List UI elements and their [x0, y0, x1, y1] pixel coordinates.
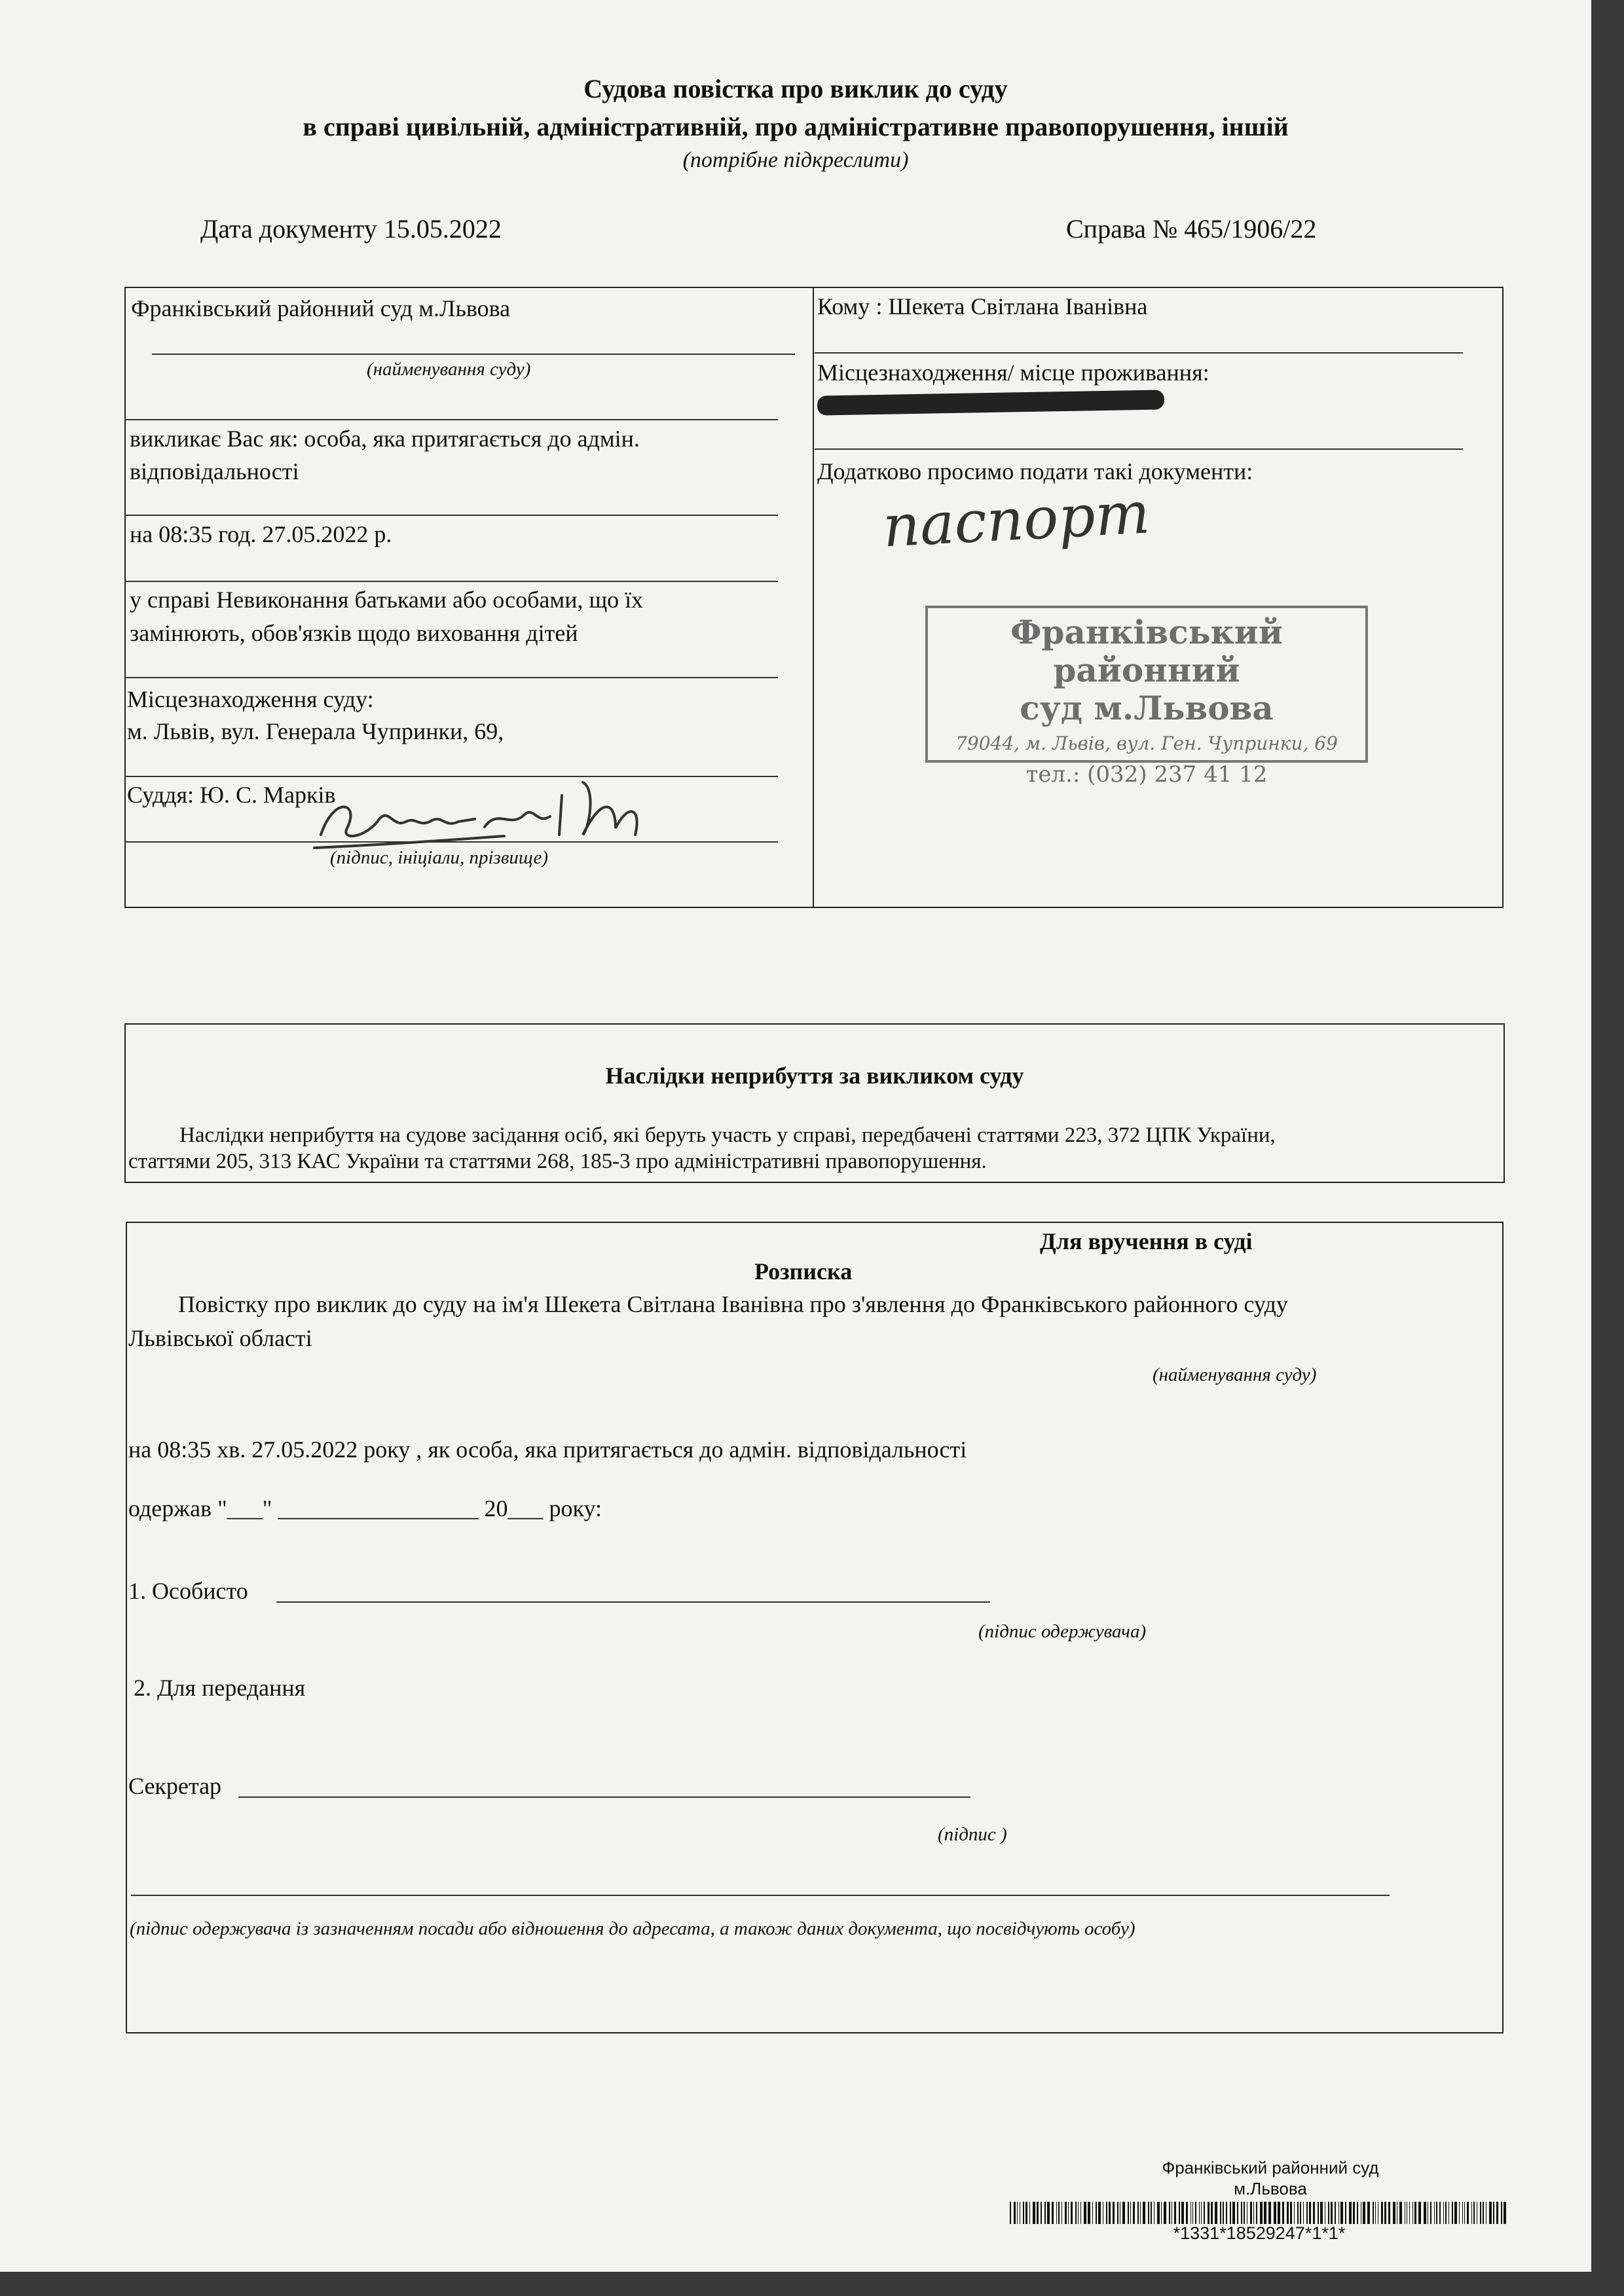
barcode-bar [1140, 2202, 1141, 2224]
case-subject: у справі Невиконання батьками або особами, що їх [130, 587, 644, 613]
barcode-bar [1353, 2202, 1355, 2224]
barcode-bar [1424, 2202, 1426, 2224]
barcode-bar [1493, 2202, 1494, 2224]
barcode-bar [1092, 2202, 1093, 2224]
barcode-bar [1230, 2202, 1231, 2224]
consequences-text-cont: статтями 205, 313 КАС України та статтями 268, 185-3 про адміністративні правопорушення. [128, 1150, 987, 1173]
barcode-bar [1306, 2202, 1308, 2224]
signature-line [276, 1601, 990, 1603]
barcode-bar [1384, 2202, 1386, 2224]
transfer-label: 2. Для передання [134, 1675, 306, 1701]
barcode-bar [1181, 2202, 1184, 2224]
barcode-bar [1190, 2202, 1191, 2224]
for-court-label: Для вручення в суді [1040, 1228, 1253, 1254]
barcode-bar [1412, 2202, 1413, 2224]
judge-signature-caption: (підпис, ініціали, прізвище) [330, 847, 549, 868]
barcode-bar [1044, 2202, 1046, 2224]
receipt-text-cont: Львівської області [128, 1325, 312, 1351]
receipt-time: на 08:35 хв. 27.05.2022 року , як особа, яка притягається до адмін. відповідальності [128, 1436, 967, 1463]
barcode-bar [1480, 2202, 1481, 2224]
barcode-bar [1297, 2202, 1299, 2224]
barcode-bar [1445, 2202, 1447, 2224]
barcode-bar [1294, 2202, 1295, 2224]
barcode-bar [1260, 2202, 1263, 2224]
barcode-bar [1496, 2202, 1498, 2224]
barcode-bar [1454, 2202, 1457, 2224]
barcode-bar [1290, 2202, 1292, 2224]
barcode-bar [1075, 2202, 1077, 2224]
line [152, 354, 795, 355]
barcode-bar [1232, 2202, 1235, 2224]
receipt-court-caption: (найменування суду) [1153, 1364, 1317, 1385]
barcode-bar [1282, 2202, 1284, 2224]
barcode-bar [1220, 2202, 1221, 2224]
consequences-text: Наслідки неприбуття на судове засідання осіб, які беруть участь у справі, передбачені статтями 223, 372 ЦПК України, [179, 1123, 1276, 1147]
barcode-bar [1287, 2202, 1289, 2224]
barcode-bar [1199, 2202, 1200, 2224]
barcode-bar [1113, 2202, 1115, 2224]
secretary-signature-caption: (підпис ) [938, 1824, 1007, 1845]
barcode-bar [1309, 2202, 1311, 2224]
barcode-bar [1388, 2202, 1390, 2224]
barcode-bar [1303, 2202, 1304, 2224]
barcode-bar [1088, 2202, 1090, 2224]
barcode-bar [1381, 2202, 1383, 2224]
barcode-bar [1084, 2202, 1086, 2224]
secretary-label: Секретар [128, 1773, 222, 1799]
barcode-bar [1211, 2202, 1213, 2224]
stamp-line3: 79044, м. Львів, вул. Ген. Чупринки, 69 [955, 733, 1338, 754]
barcode-bar [1130, 2202, 1131, 2224]
barcode-bar [1161, 2202, 1162, 2224]
residence-label: Місцезнаходження/ місце проживання: [817, 359, 1209, 386]
barcode-bar [1117, 2202, 1118, 2224]
barcode-bar [1204, 2202, 1205, 2224]
barcode-bar [1467, 2202, 1469, 2224]
barcode-bar [1106, 2202, 1107, 2224]
barcode-bar [1010, 2202, 1011, 2224]
line [124, 515, 778, 516]
barcode-bar [1471, 2202, 1472, 2224]
line [124, 581, 778, 582]
barcode-bar [1459, 2202, 1460, 2224]
barcode-bar [1274, 2202, 1276, 2224]
barcode-bar [1244, 2202, 1245, 2224]
footer-court-cont: м.Львова [1234, 2179, 1307, 2198]
judge-name: Суддя: Ю. С. Марків [127, 782, 336, 808]
court-name: Франківський районний суд м.Львова [131, 295, 511, 321]
barcode-bar [1278, 2202, 1280, 2224]
summons-role-cont: відповідальності [130, 458, 299, 484]
barcode-bar [1025, 2202, 1027, 2224]
document-title-line2: в справі цивільній, адміністративній, про адміністративне правопорушення, іншій [303, 112, 1289, 141]
handwritten-documents: паспорт [881, 479, 1152, 560]
line [815, 448, 1463, 450]
barcode-bar [1056, 2202, 1057, 2224]
court-location-label: Місцезнаходження суду: [127, 686, 374, 712]
barcode [1010, 2202, 1509, 2224]
barcode-bar [1483, 2202, 1484, 2224]
barcode-bar [1253, 2202, 1254, 2224]
case-subject-cont: замінюють, обов'язків щодо виховання дітей [130, 620, 578, 646]
barcode-bar [1157, 2202, 1160, 2224]
barcode-bar [1436, 2202, 1437, 2224]
barcode-bar [1169, 2202, 1170, 2224]
document-title: Судова повістка про виклик до суду [583, 74, 1008, 103]
barcode-bar [1047, 2202, 1050, 2224]
barcode-bar [1148, 2202, 1149, 2224]
receipt-title: Розписка [754, 1258, 853, 1285]
barcode-bar [1340, 2202, 1343, 2224]
barcode-bar [1375, 2202, 1376, 2224]
barcode-bar [1250, 2202, 1252, 2224]
case-number: Справа № 465/1906/22 [1066, 214, 1317, 244]
barcode-bar [1164, 2202, 1166, 2224]
stamp-line1: Франківський районний [1010, 613, 1283, 689]
barcode-bar [1033, 2202, 1035, 2224]
receipt-text: Повістку про виклик до суду на ім'я Шекета Світлана Іванівна про з'явлення до Франківського районного суду [178, 1291, 1288, 1317]
barcode-bar [1418, 2202, 1421, 2224]
barcode-bar [1071, 2202, 1073, 2224]
barcode-bar [1014, 2202, 1016, 2224]
document-subtitle: (потрібне підкреслити) [682, 148, 909, 172]
barcode-bar [1179, 2202, 1180, 2224]
barcode-bar [1328, 2202, 1329, 2224]
barcode-bar [1174, 2202, 1176, 2224]
barcode-bar [1223, 2202, 1224, 2224]
barcode-bar [1058, 2202, 1060, 2224]
signature-line [131, 1895, 1390, 1896]
document-date: Дата документу 15.05.2022 [200, 214, 502, 244]
barcode-bar [1241, 2202, 1242, 2224]
line [124, 841, 778, 843]
barcode-bar [1300, 2202, 1301, 2224]
summons-role: викликає Вас як: особа, яка притягається до адмін. [130, 426, 640, 452]
barcode-bar [1068, 2202, 1069, 2224]
barcode-bar [1318, 2202, 1319, 2224]
barcode-bar [1399, 2202, 1402, 2224]
barcode-bar [1504, 2202, 1506, 2224]
line [124, 419, 778, 420]
barcode-bar [1041, 2202, 1042, 2224]
barcode-bar [1065, 2202, 1067, 2224]
barcode-text: *1331*18529247*1*1* [1173, 2223, 1346, 2243]
barcode-bar [1029, 2202, 1030, 2224]
column-divider [813, 287, 814, 908]
barcode-bar [1133, 2202, 1135, 2224]
barcode-bar [1489, 2202, 1492, 2224]
barcode-bar [1434, 2202, 1435, 2224]
barcode-bar [1313, 2202, 1315, 2224]
barcode-bar [1201, 2202, 1202, 2224]
barcode-bar [1256, 2202, 1257, 2224]
barcode-bar [1349, 2202, 1352, 2224]
barcode-bar [1393, 2202, 1395, 2224]
barcode-bar [1122, 2202, 1125, 2224]
barcode-bar [1192, 2202, 1193, 2224]
barcode-bar [1464, 2202, 1465, 2224]
barcode-bar [1215, 2202, 1217, 2224]
signature-line [238, 1796, 970, 1798]
barcode-bar [1226, 2202, 1227, 2224]
barcode-bar [1052, 2202, 1054, 2224]
barcode-bar [1331, 2202, 1333, 2224]
barcode-bar [1357, 2202, 1358, 2224]
footer-court: Франківський районний суд [1162, 2158, 1379, 2178]
barcode-bar [1061, 2202, 1062, 2224]
barcode-bar [1430, 2202, 1431, 2224]
court-location: м. Львів, вул. Генерала Чупринки, 69, [127, 718, 504, 744]
barcode-bar [1443, 2202, 1444, 2224]
barcode-bar [1373, 2202, 1374, 2224]
court-caption: (найменування суду) [367, 359, 531, 380]
barcode-bar [1137, 2202, 1139, 2224]
barcode-bar [1320, 2202, 1323, 2224]
barcode-bar [1264, 2202, 1266, 2224]
barcode-bar [1345, 2202, 1346, 2224]
barcode-bar [1414, 2202, 1416, 2224]
barcode-bar [1143, 2202, 1145, 2224]
line [124, 677, 778, 678]
barcode-bar [1078, 2202, 1079, 2224]
barcode-bar [1473, 2202, 1475, 2224]
barcode-bar [1208, 2202, 1209, 2224]
barcode-bar [1109, 2202, 1111, 2224]
hearing-time: на 08:35 год. 27.05.2022 р. [130, 521, 392, 547]
barcode-bar [1080, 2202, 1081, 2224]
barcode-bar [1363, 2202, 1365, 2224]
barcode-bar [1439, 2202, 1441, 2224]
barcode-bar [1037, 2202, 1039, 2224]
barcode-bar [1462, 2202, 1463, 2224]
barcode-bar [1501, 2202, 1502, 2224]
stamp-line2: суд м.Львова [1020, 689, 1274, 727]
consequences-title: Наслідки неприбуття за викликом суду [605, 1063, 1024, 1089]
barcode-bar [1096, 2202, 1097, 2224]
barcode-bar [1409, 2202, 1410, 2224]
recipient: Кому : Шекета Світлана Іванівна [817, 293, 1148, 319]
barcode-bar [1186, 2202, 1188, 2224]
barcode-bar [1367, 2202, 1370, 2224]
recipient-signature-caption: (підпис одержувача) [978, 1621, 1147, 1642]
barcode-bar [1452, 2202, 1453, 2224]
stamp-line4: тел.: (032) 237 41 12 [1025, 761, 1268, 788]
personally-label: 1. Особисто [128, 1578, 248, 1604]
barcode-bar [1017, 2202, 1018, 2224]
barcode-bar [1023, 2202, 1024, 2224]
barcode-bar [1151, 2202, 1152, 2224]
documents-label: Додатково просимо подати такі документи: [817, 458, 1253, 484]
barcode-bar [1237, 2202, 1238, 2224]
line [815, 352, 1463, 354]
recipient-details-caption: (підпис одержувача із зазначенням посади або відношення до адресата, а також даних документа, що посвідчують особу) [130, 1918, 1135, 1939]
barcode-bar [1338, 2202, 1339, 2224]
receipt-box [126, 1222, 1504, 2033]
received-line: одержав "___" _________________ 20___ року: [128, 1495, 602, 1522]
barcode-bar [1128, 2202, 1129, 2224]
barcode-bar [1195, 2202, 1196, 2224]
barcode-bar [1098, 2202, 1101, 2224]
barcode-bar [1335, 2202, 1336, 2224]
court-stamp [925, 606, 1368, 788]
barcode-bar [1268, 2202, 1271, 2224]
